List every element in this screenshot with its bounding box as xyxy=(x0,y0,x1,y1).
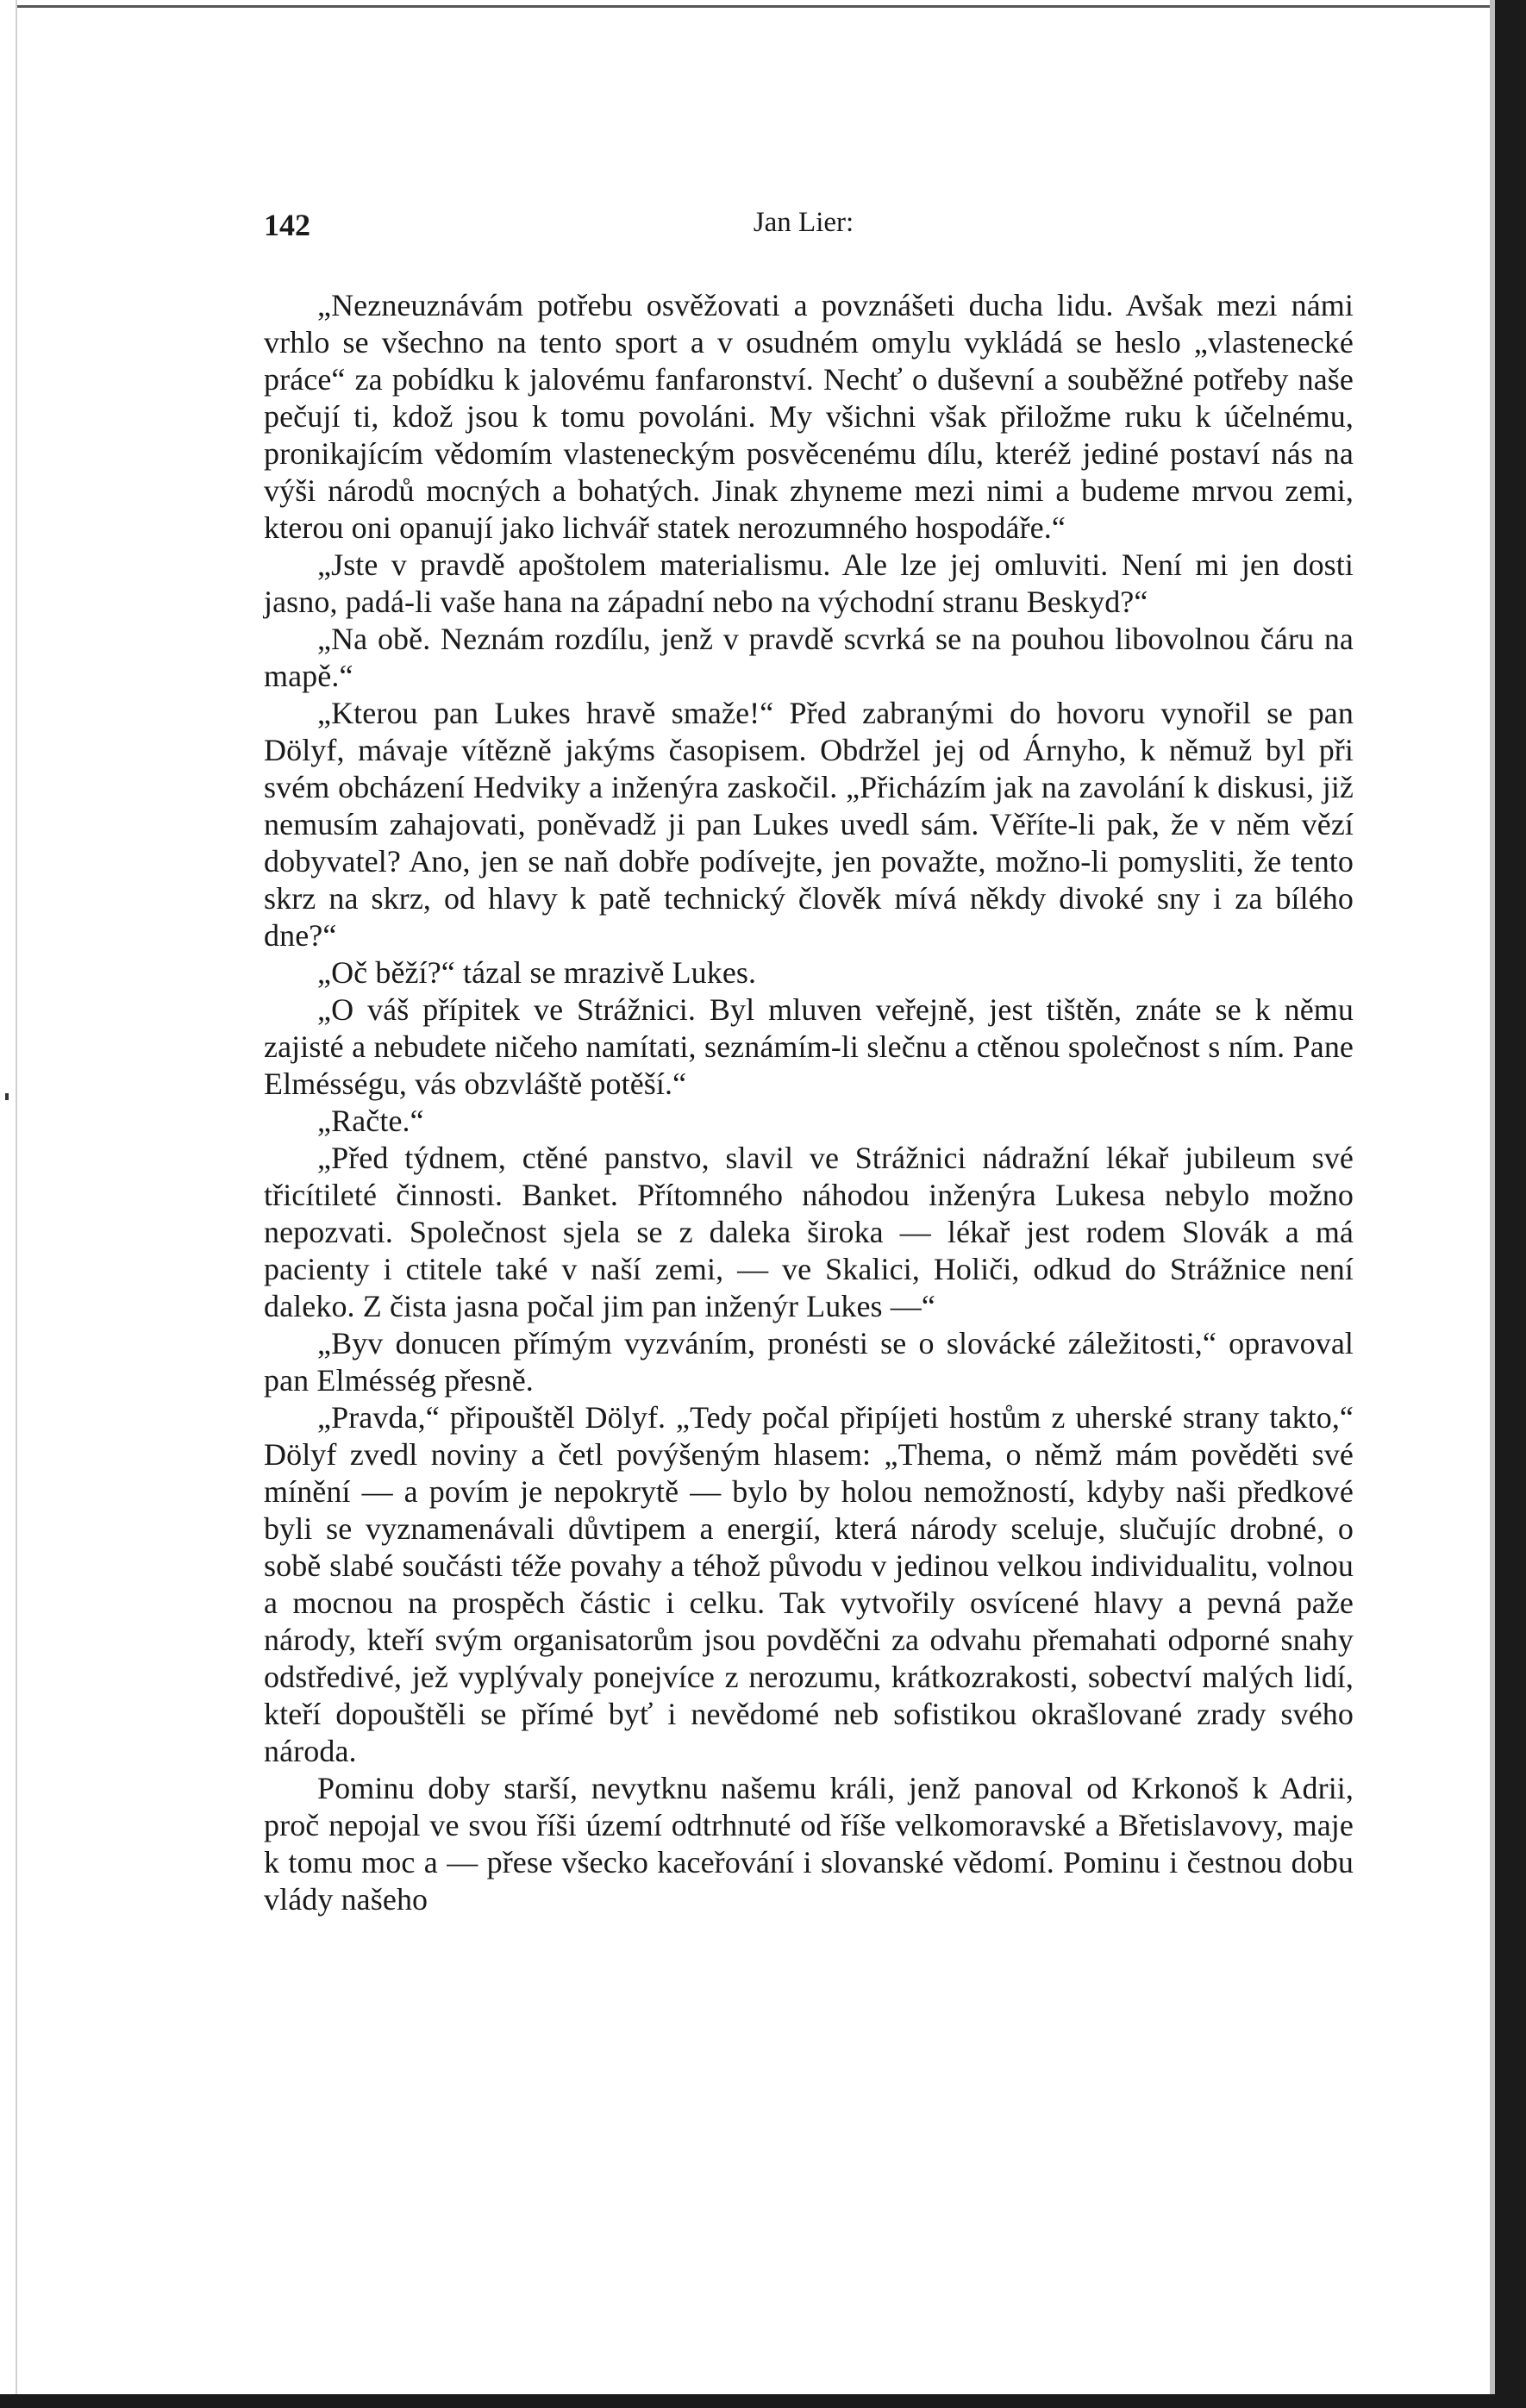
scan-right-edge xyxy=(1495,0,1526,2408)
scan-top-edge xyxy=(17,5,1492,8)
paragraph: „Nezneuznávám potřebu osvěžovati a povznášeti ducha lidu. Avšak mezi námi vrhlo se všechno na tento sport a v osudném omylu vykládá se heslo „vlastenecké práce“ za pobídku k jalovému fanfaronství. Nechť o duševní a souběžné potřeby naše pečují ti, kdož jsou k tomu povoláni. My všichni však přiložme ruku k účelnému, pronikajícím vědomím vlasteneckým posvěcenému dílu, kteréž jediné postaví nás na výši národů mocných a bohatých. Jinak zhyneme mezi nimi a budeme mrvou zemi, kterou oni opanují jako lichvář statek nerozumného hospodáře.“ xyxy=(264,288,1354,545)
paragraph: „O váš přípitek ve Strážnici. Byl mluven veřejně, jest tištěn, znáte se k němu zajisté a nebudete ničeho namítati, seznámím-li slečnu a ctěnou společnost s ním. Pane Elmésségu, vás obzvláště potěší.“ xyxy=(264,992,1354,1101)
running-title: Jan Lier: xyxy=(753,207,854,238)
paragraph: Pominu doby starší, nevytknu našemu králi, jenž panoval od Krkonoš k Adrii, proč nepojal ve svou říši území odtrhnuté od říše velkomoravské a Břetislavovy, maje k tomu moc a — přese všecko kaceřování i slovanské vědomí. Pominu i čestnou dobu vlády našeho xyxy=(264,1771,1354,1917)
paragraph: „Před týdnem, ctěné panstvo, slavil ve Strážnici nádražní lékař jubileum své třicítileté činnosti. Banket. Přítomného náhodou inženýra Lukesa nebylo možno nepozvati. Společnost sjela se z daleka široka — lékař jest rodem Slovák a má pacienty i ctitele také v naší zemi, — ve Skalici, Holiči, odkud do Strážnice není daleko. Z čista jasna počal jim pan inženýr Lukes —“ xyxy=(264,1141,1354,1323)
paragraph: „Račte.“ xyxy=(317,1104,424,1138)
scan-bottom-edge xyxy=(0,2394,1526,2408)
margin-mark xyxy=(5,1093,9,1100)
body-text xyxy=(264,287,1354,1918)
page-number: 142 xyxy=(264,208,310,242)
running-head xyxy=(264,207,1343,248)
paragraph: „Jste v pravdě apoštolem materialismu. Ale lze jej omluviti. Není mi jen dosti jasno, padá-li vaše hana na západní nebo na východní stranu Beskyd?“ xyxy=(264,547,1354,619)
paragraph: „Kterou pan Lukes hravě smaže!“ Před zabranými do hovoru vynořil se pan Dölyf, mávaje vítězně jakýms časopisem. Obdržel jej od Árnyho, k němuž byl při svém obcházení Hedviky a inženýra zaskočil. „Přicházím jak na zavolání k diskusi, již nemusím zahajovati, poněvadž ji pan Lukes uvedl sám. Věříte-li pak, že v něm vězí dobyvatel? Ano, jen se naň dobře podívejte, jen považte, možno-li pomysliti, že tento skrz na skrz, od hlavy k patě technický člověk mívá někdy divoké sny i za bílého dne?“ xyxy=(264,696,1354,953)
paragraph: „Oč běží?“ tázal se mrazivě Lukes. xyxy=(317,955,757,990)
paragraph: „Pravda,“ připouštěl Dölyf. „Tedy počal připíjeti hostům z uherské strany takto,“ Dölyf zvedl noviny a četl povýšeným hlasem: „Thema, o němž mám pověděti své mínění — a povím je nepokrytě — bylo by holou nemožností, kdyby naši předkové byli se vyznamenávali důvtipem a energií, která národy sceluje, slučujíc drobné, o sobě slabé součásti téže povahy a téhož původu v jedinou velkou individualitu, volnou a mocnou na prospěch částic i celku. Tak vytvořily osvícené hlavy a pevná paže národy, kteří svým organisatorům jsou povděčni za odvahu přemahati odporné snahy odstředivé, jež vyplývaly ponejvíce z nerozumu, krátkozrakosti, sobectví malých lidí, kteří dopouštěli se přímé byť i nevědomé neb sofistikou okrašlované zrady svého národa. xyxy=(264,1400,1354,1768)
paragraph: „Na obě. Neznám rozdílu, jenž v pravdě scvrká se na pouhou libovolnou čáru na mapě.“ xyxy=(264,622,1354,693)
scan-left-edge xyxy=(16,0,17,2408)
paragraph: „Byv donucen přímým vyzváním, pronésti se o slovácké záležitosti,“ opravoval pan Elmésség přesně. xyxy=(264,1326,1354,1398)
